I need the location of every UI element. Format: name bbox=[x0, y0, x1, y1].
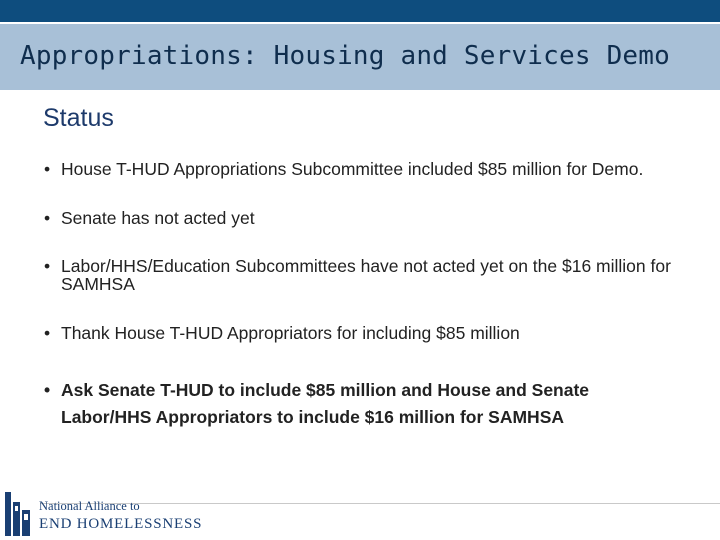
bullet-item-1: • House T-HUD Appropriations Subcommittee included $85 million for Demo. bbox=[44, 160, 684, 178]
bullet-item-4: • Thank House T-HUD Appropriators for including $85 million bbox=[44, 324, 684, 342]
slide-subtitle: Status bbox=[43, 104, 114, 132]
bullet-item-3: • Labor/HHS/Education Subcommittees have not acted yet on the $16 million for SAMHSA bbox=[44, 257, 684, 293]
bullet-item-2: • Senate has not acted yet bbox=[44, 209, 684, 227]
logo-text-line1: National Alliance to bbox=[39, 499, 140, 513]
logo-house-icon bbox=[3, 490, 35, 538]
bullet-list bbox=[44, 160, 684, 431]
header-top-bar bbox=[0, 0, 720, 22]
logo-text-line2: END HOMELESSNESS bbox=[39, 516, 203, 532]
bullet-item-5: • Ask Senate T-HUD to include $85 million and House and Senate Labor/HHS Appropriators to include $16 million for SAMHSA bbox=[44, 377, 684, 431]
organization-logo bbox=[3, 490, 203, 538]
slide-title: Appropriations: Housing and Services Demo bbox=[20, 41, 670, 71]
